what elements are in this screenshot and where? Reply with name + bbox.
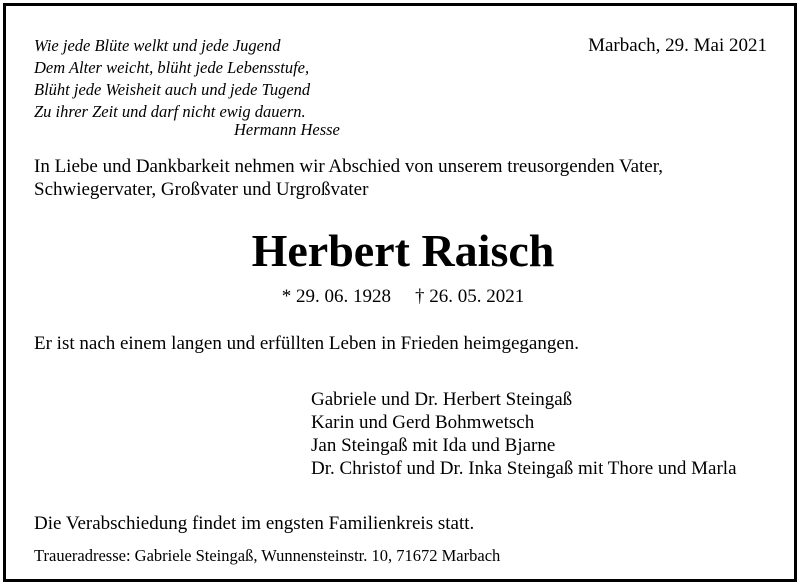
death-date: † 26. 05. 2021 — [415, 286, 525, 307]
place-date: Marbach, 29. Mai 2021 — [588, 35, 767, 56]
intro-text — [34, 155, 663, 201]
family-member: Gabriele und Dr. Herbert Steingaß — [311, 389, 573, 410]
life-dates — [6, 286, 800, 308]
family-member: Jan Steingaß mit Ida und Bjarne — [311, 435, 556, 456]
poem-line: Zu ihrer Zeit und darf nicht ewig dauern. — [34, 102, 306, 121]
poem-line: Blüht jede Weisheit auch und jede Tugend — [34, 80, 311, 99]
family-member: Dr. Christof und Dr. Inka Steingaß mit Thore und Marla — [311, 458, 737, 479]
mourning-address: Traueradresse: Gabriele Steingaß, Wunnensteinstr. 10, 71672 Marbach — [34, 546, 501, 565]
poem-author: Hermann Hesse — [234, 120, 340, 139]
family-member: Karin und Gerd Bohmwetsch — [311, 412, 535, 433]
farewell-note: Die Verabschiedung findet im engsten Familienkreis statt. — [34, 513, 475, 534]
family-list — [311, 388, 737, 480]
deceased-name: Herbert Raisch — [251, 225, 555, 276]
birth-date: * 29. 06. 1928 — [281, 286, 391, 307]
poem-line: Dem Alter weicht, blüht jede Lebensstufe, — [34, 58, 310, 77]
obituary-frame — [3, 3, 797, 582]
intro-line: In Liebe und Dankbarkeit nehmen wir Abschied von unserem treusorgenden Vater, — [34, 156, 664, 177]
poem — [34, 35, 310, 123]
poem-line: Wie jede Blüte welkt und jede Jugend — [34, 36, 281, 55]
intro-line: Schwiegervater, Großvater und Urgroßvater — [34, 179, 369, 200]
life-statement: Er ist nach einem langen und erfüllten Leben in Frieden heimgegangen. — [34, 333, 580, 354]
